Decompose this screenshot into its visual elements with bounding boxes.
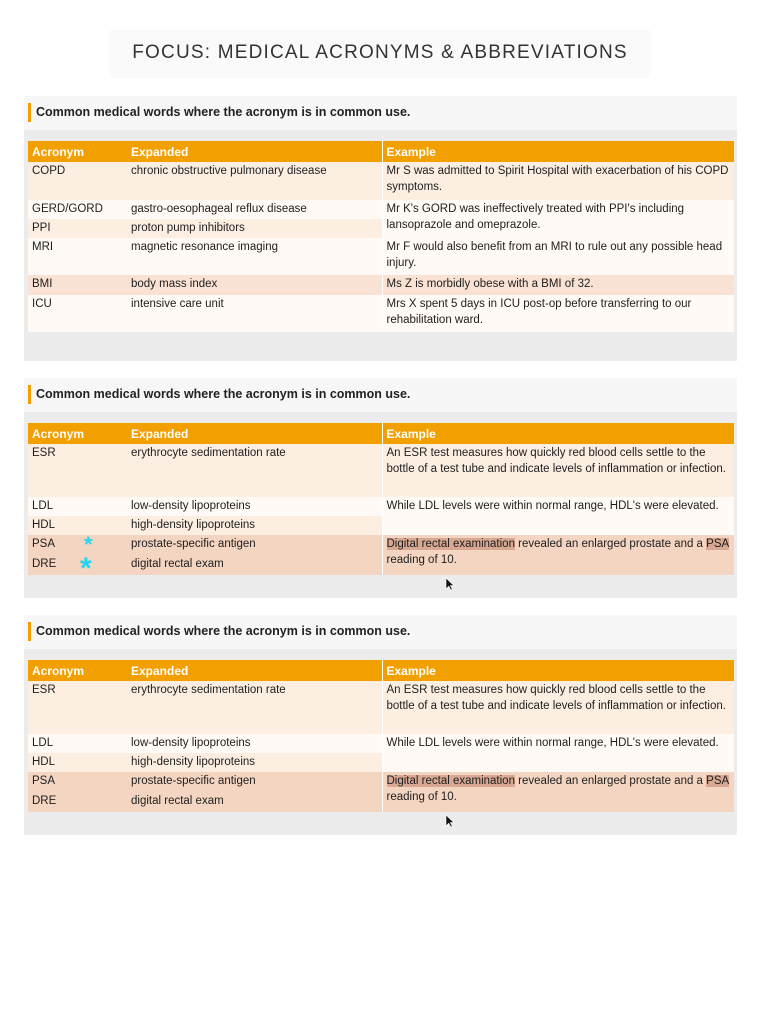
acronym-cell: LDL [28,497,127,516]
column-header-expanded: Expanded [127,141,382,162]
table-row [28,497,734,516]
table-row [28,444,734,497]
mouse-cursor-icon [445,814,455,828]
slide-3 [24,615,737,835]
acronym-cell: GERD/GORD [28,200,127,219]
highlighted-phrase: PSA [706,775,729,787]
page-title: FOCUS: MEDICAL ACRONYMS & ABBREVIATIONS [110,30,650,78]
table-row [28,295,734,332]
table-row [28,162,734,200]
expanded-cell: prostate-specific antigen [127,772,382,792]
example-text: reading of 10. [386,554,457,566]
table-row [28,200,734,219]
example-cell: An ESR test measures how quickly red blood cells settle to the bottle of a test tube and indicate levels of inflammation or infection. [382,681,734,734]
slide-heading-text: Common medical words where the acronym is in common use. [36,624,411,638]
table-header-row [28,423,734,444]
expanded-cell: body mass index [127,275,382,295]
example-text: reading of 10. [386,791,457,803]
example-cell: Ms Z is morbidly obese with a BMI of 32. [382,275,734,295]
table-row [28,772,734,792]
expanded-cell: low-density lipoproteins [127,497,382,516]
expanded-cell: intensive care unit [127,295,382,332]
annotation-star-icon: * [80,552,92,585]
expanded-cell: high-density lipoproteins [127,516,382,535]
acronym-table [28,423,734,575]
slide-1 [24,96,737,361]
highlighted-phrase: PSA [706,538,729,550]
column-header-example: Example [382,660,734,681]
example-cell: Mrs X spent 5 days in ICU post-op before transferring to our rehabilitation ward. [382,295,734,332]
expanded-cell: proton pump inhibitors [127,219,382,238]
table-header-row [28,660,734,681]
acronym-table [28,141,734,332]
column-header-expanded: Expanded [127,423,382,444]
slide-2 [24,378,737,598]
column-header-acronym: Acronym [28,141,127,162]
expanded-cell: erythrocyte sedimentation rate [127,444,382,497]
table-row [28,535,734,555]
slide-heading [24,96,737,130]
example-cell [382,535,734,575]
acronym-cell: HDL [28,516,127,535]
example-text: revealed an enlarged prostate and a [514,775,707,787]
acronym-cell: ESR [28,444,127,497]
expanded-cell: erythrocyte sedimentation rate [127,681,382,734]
heading-accent-bar [28,385,31,404]
column-header-expanded: Expanded [127,660,382,681]
acronym-cell: DRE [28,555,127,575]
acronym-cell: COPD [28,162,127,200]
highlighted-phrase: Digital rectal examination [386,538,515,550]
acronym-cell: HDL [28,753,127,772]
slide-heading-text: Common medical words where the acronym is in common use. [36,387,411,401]
expanded-cell: high-density lipoproteins [127,753,382,772]
acronym-cell: LDL [28,734,127,753]
example-cell: Mr F would also benefit from an MRI to rule out any possible head injury. [382,238,734,275]
slide-heading [24,615,737,649]
example-cell: Mr K's GORD was ineffectively treated with PPI's including lansoprazole and omeprazole. [382,200,734,238]
table-row [28,681,734,734]
table-row [28,238,734,275]
expanded-cell: prostate-specific antigen [127,535,382,555]
example-text: revealed an enlarged prostate and a [514,538,707,550]
heading-accent-bar [28,622,31,641]
example-cell [382,772,734,812]
column-header-acronym: Acronym [28,423,127,444]
example-cell: An ESR test measures how quickly red blood cells settle to the bottle of a test tube and indicate levels of inflammation or infection. [382,444,734,497]
table-header-row [28,141,734,162]
expanded-cell: chronic obstructive pulmonary disease [127,162,382,200]
acronym-cell: DRE [28,792,127,812]
highlighted-phrase: Digital rectal examination [386,775,515,787]
acronym-cell: PPI [28,219,127,238]
table-row [28,734,734,753]
example-cell: Mr S was admitted to Spirit Hospital with exacerbation of his COPD symptoms. [382,162,734,200]
acronym-cell: PSA [28,535,127,555]
example-cell: While LDL levels were within normal range, HDL's were elevated. [382,734,734,772]
acronym-cell: BMI [28,275,127,295]
acronym-table [28,660,734,812]
annotation-star-icon: * [84,532,93,557]
table-row [28,275,734,295]
acronym-cell: PSA [28,772,127,792]
mouse-cursor-icon [445,577,455,591]
column-header-example: Example [382,423,734,444]
column-header-example: Example [382,141,734,162]
example-cell: While LDL levels were within normal range, HDL's were elevated. [382,497,734,535]
expanded-cell: digital rectal exam [127,555,382,575]
heading-accent-bar [28,103,31,122]
expanded-cell: digital rectal exam [127,792,382,812]
expanded-cell: low-density lipoproteins [127,734,382,753]
acronym-cell: ESR [28,681,127,734]
acronym-cell: ICU [28,295,127,332]
expanded-cell: magnetic resonance imaging [127,238,382,275]
slide-heading-text: Common medical words where the acronym is in common use. [36,105,411,119]
acronym-cell: MRI [28,238,127,275]
expanded-cell: gastro-oesophageal reflux disease [127,200,382,219]
slide-heading [24,378,737,412]
column-header-acronym: Acronym [28,660,127,681]
